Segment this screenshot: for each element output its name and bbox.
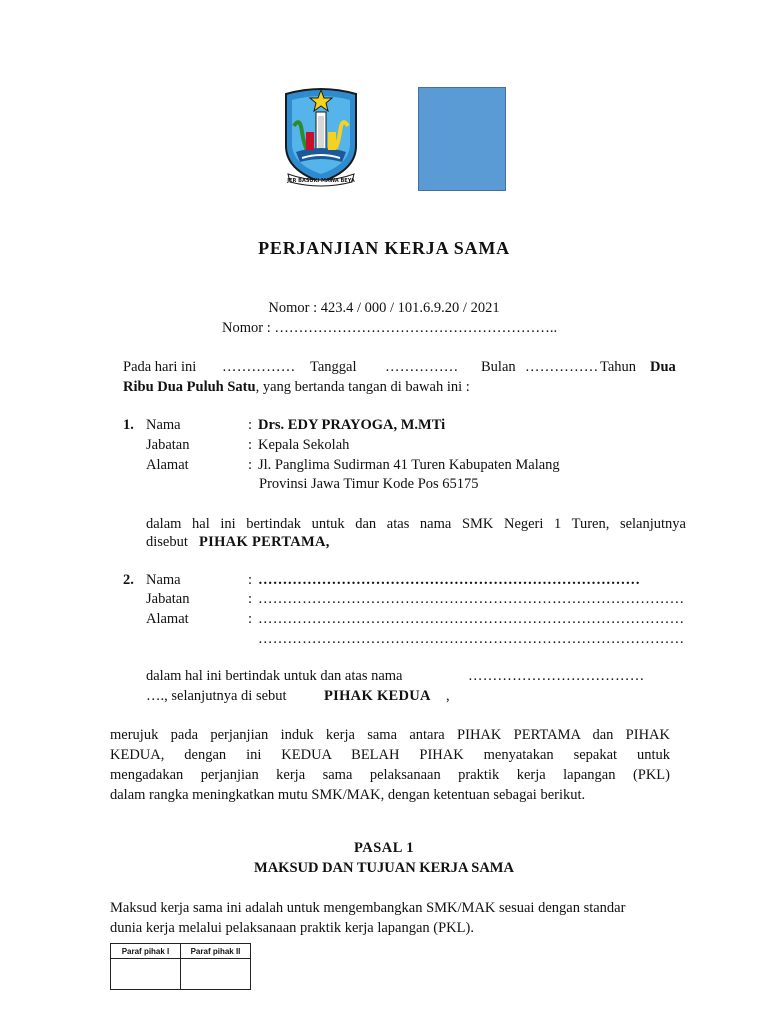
date-blank: …………… (385, 359, 459, 375)
party1-alamat-value-2: Provinsi Jawa Timur Kode Pos 65175 (259, 476, 479, 492)
party2-alamat-label: Alamat (146, 611, 189, 627)
colon: : (248, 417, 253, 433)
document-number-blank: Nomor : ………………………………………………….. (222, 320, 558, 336)
body-line-4: dalam rangka meningkatkan mutu SMK/MAK, dengan ketentuan sebagai berikut. (110, 787, 586, 803)
pasal-number: PASAL 1 (353, 840, 415, 856)
pasal-text-line-2: dunia kerja melalui pelaksanaan praktik kerja lapangan (PKL). (110, 920, 474, 936)
party1-jabatan-value: Kepala Sekolah (258, 437, 350, 453)
party2-jabatan-blank: …………………………………………………………………………… (258, 591, 685, 607)
pihak-pertama-label: PIHAK PERTAMA, (199, 534, 330, 550)
colon: : (248, 572, 253, 588)
party2-desc-blank: ……………………………… (468, 668, 645, 684)
east-java-coat-of-arms-icon (280, 86, 362, 190)
party1-number: 1. (123, 417, 134, 433)
photo-placeholder-box (418, 87, 506, 191)
colon: : (248, 611, 253, 627)
party2-description-line-1 (0, 668, 768, 688)
party2-nama-label: Nama (146, 572, 181, 588)
year-text: Dua (650, 359, 676, 375)
colon: : (248, 591, 253, 607)
opening-rest: , yang bertanda tangan di bawah ini : (255, 379, 470, 395)
paraf-table (110, 943, 251, 990)
party2-description-line-2 (0, 688, 768, 708)
party1-alamat-row (0, 457, 768, 477)
pasal-title: MAKSUD DAN TUJUAN KERJA SAMA (254, 860, 514, 876)
bulan-label: Bulan (481, 359, 516, 375)
party2-desc-text: dalam hal ini bertindak untuk dan atas nama (146, 668, 403, 684)
party2-number: 2. (123, 572, 134, 588)
party1-jabatan-label: Jabatan (146, 437, 190, 453)
party2-alamat-row (0, 611, 768, 631)
party2-jabatan-row (0, 591, 768, 611)
paraf-pihak-2-cell (181, 959, 251, 990)
paraf-pihak-1-header: Paraf pihak I (111, 944, 181, 959)
pasal-text-line-1: Maksud kerja sama ini adalah untuk mengembangkan SMK/MAK sesuai dengan standar (110, 900, 626, 916)
document-number: Nomor : 423.4 / 000 / 101.6.9.20 / 2021 (268, 300, 500, 316)
logo-motto: JER BASUKI MAWA BEYA (287, 178, 355, 184)
tanggal-label: Tanggal (310, 359, 357, 375)
body-line-3: mengadakan perjanjian kerja sama pelaksanaan praktik kerja lapangan (PKL) (110, 767, 670, 783)
opening-line-1 (0, 359, 768, 379)
opening-text: Pada hari ini (123, 359, 197, 375)
year-words: Ribu Dua Puluh Satu (123, 379, 256, 395)
party1-alamat-label: Alamat (146, 457, 189, 473)
party2-jabatan-label: Jabatan (146, 591, 190, 607)
party1-description-line-1: dalam hal ini bertindak untuk dan atas nama SMK Negeri 1 Turen, selanjutnya (146, 516, 686, 532)
document-title: PERJANJIAN KERJA SAMA (258, 238, 510, 258)
party2-desc-text-2: …., selanjutnya di sebut (146, 688, 287, 704)
party1-description-line-2 (0, 534, 768, 554)
disebut-text: disebut (146, 534, 188, 550)
opening-line-2 (0, 379, 768, 399)
party2-nama-row (0, 572, 768, 592)
party1-alamat-row-2 (0, 476, 768, 496)
party1-alamat-value-1: Jl. Panglima Sudirman 41 Turen Kabupaten Malang (258, 457, 560, 473)
day-blank: …………… (222, 359, 296, 375)
colon: : (248, 437, 253, 453)
year-continued (123, 379, 470, 396)
tahun-label: Tahun (600, 359, 637, 375)
month-blank: …………… (525, 359, 599, 375)
party2-alamat-row-2 (0, 631, 768, 651)
party1-nama-value: Drs. EDY PRAYOGA, M.MTi (258, 417, 446, 433)
body-line-1: merujuk pada perjanjian induk kerja sama antara PIHAK PERTAMA dan PIHAK (110, 727, 670, 743)
party2-alamat-blank-1: …………………………………………………………………………… (258, 611, 685, 627)
comma: , (446, 688, 450, 704)
party1-jabatan-row (0, 437, 768, 457)
colon: : (248, 457, 253, 473)
body-line-2: KEDUA, dengan ini KEDUA BELAH PIHAK menyatakan sepakat untuk (110, 747, 670, 763)
paraf-pihak-2-header: Paraf pihak II (181, 944, 251, 959)
party1-nama-row (0, 417, 768, 437)
party2-nama-blank: …………………………………………………………………… (258, 572, 641, 588)
party2-alamat-blank-2: …………………………………………………………………………… (258, 631, 685, 647)
paraf-pihak-1-cell (111, 959, 181, 990)
party1-nama-label: Nama (146, 417, 181, 433)
pihak-kedua-label: PIHAK KEDUA (324, 688, 431, 704)
